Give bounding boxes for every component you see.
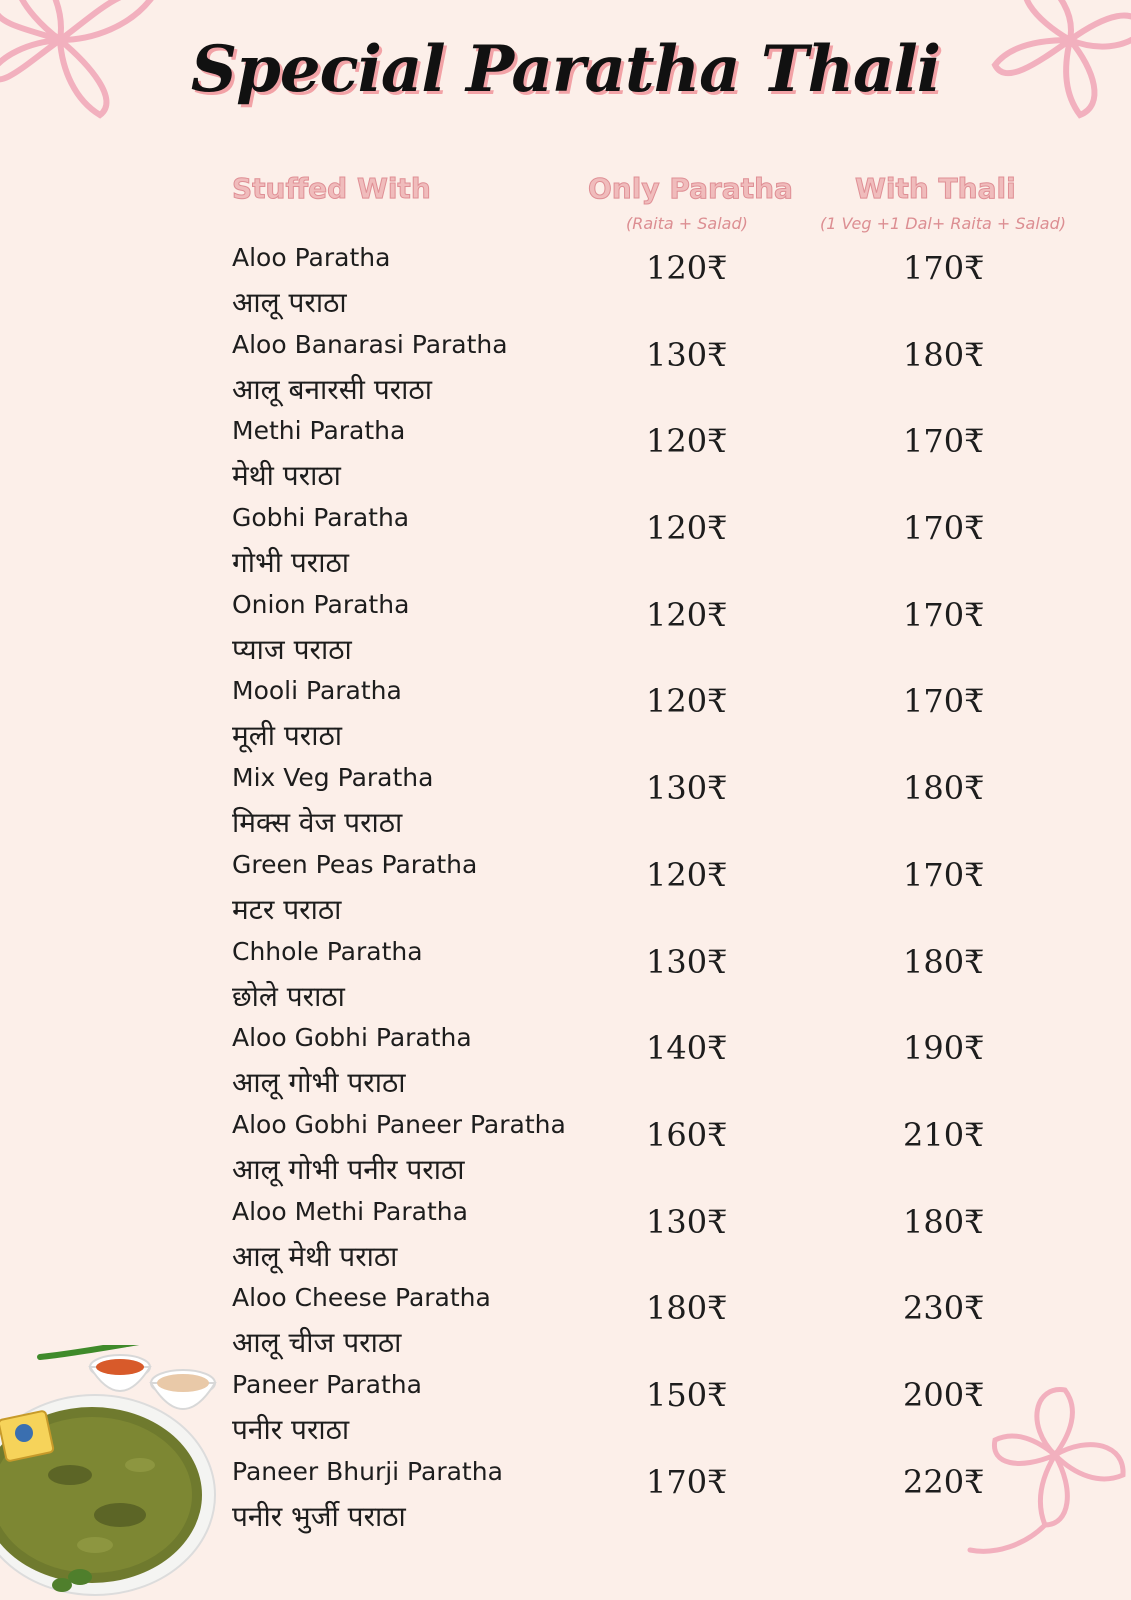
item-name-english: Aloo Cheese Paratha [232, 1283, 491, 1313]
price-with-thali: 220₹ [903, 1462, 985, 1501]
price-only-paratha: 120₹ [646, 855, 728, 894]
price-with-thali: 180₹ [903, 1202, 985, 1241]
item-name-hindi: मूली पराठा [232, 719, 343, 753]
price-with-thali: 190₹ [903, 1029, 985, 1068]
price-with-thali: 210₹ [903, 1115, 985, 1154]
price-with-thali: 170₹ [903, 855, 985, 894]
menu-item [0, 1197, 1131, 1284]
header-with-thali-sub: (1 Veg +1 Dal+ Raita + Salad) [820, 214, 1066, 233]
item-name-english: Mix Veg Paratha [232, 763, 434, 793]
item-name-english: Paneer Bhurji Paratha [232, 1456, 503, 1486]
price-only-paratha: 120₹ [646, 422, 728, 461]
price-only-paratha: 130₹ [646, 769, 728, 808]
item-name-hindi: आलू चीज पराठा [232, 1326, 402, 1360]
price-only-paratha: 180₹ [646, 1289, 728, 1328]
menu-item [0, 416, 1131, 503]
item-name-hindi: मटर पराठा [232, 892, 342, 926]
price-only-paratha: 160₹ [646, 1115, 728, 1154]
item-name-english: Aloo Paratha [232, 243, 391, 272]
price-only-paratha: 150₹ [646, 1375, 728, 1414]
price-only-paratha: 120₹ [646, 595, 728, 634]
item-name-english: Mooli Paratha [232, 676, 402, 706]
price-with-thali: 180₹ [903, 769, 985, 808]
item-name-english: Onion Paratha [232, 589, 410, 619]
menu-item [0, 1110, 1131, 1197]
price-with-thali: 170₹ [903, 249, 985, 287]
item-name-english: Aloo Gobhi Paratha [232, 1023, 472, 1053]
price-with-thali: 170₹ [903, 595, 985, 634]
item-name-hindi: मिक्स वेज पराठा [232, 806, 403, 840]
price-with-thali: 230₹ [903, 1289, 985, 1328]
item-name-hindi: आलू मेथी पराठा [232, 1239, 398, 1273]
item-name-hindi: छोले पराठा [232, 979, 345, 1013]
header-stuffed-with: Stuffed With [232, 172, 431, 205]
price-with-thali: 180₹ [903, 335, 985, 374]
price-only-paratha: 130₹ [646, 942, 728, 981]
header-only-paratha-sub: (Raita + Salad) [626, 214, 748, 233]
item-name-english: Gobhi Paratha [232, 503, 410, 533]
item-name-hindi: गोभी पराठा [232, 546, 349, 580]
menu-item [0, 503, 1131, 590]
header-only-paratha: Only Paratha [588, 172, 793, 205]
item-name-english: Aloo Banarasi Paratha [232, 329, 508, 359]
price-with-thali: 170₹ [903, 509, 985, 548]
item-name-hindi: पनीर भुर्जी पराठा [232, 1499, 406, 1533]
price-only-paratha: 170₹ [646, 1462, 728, 1501]
menu-item [0, 243, 1131, 330]
item-name-hindi: प्याज पराठा [232, 632, 352, 666]
menu-item [0, 676, 1131, 763]
price-only-paratha: 140₹ [646, 1029, 728, 1068]
item-name-hindi: आलू गोभी पनीर पराठा [232, 1152, 465, 1186]
item-name-hindi: मेथी पराठा [232, 459, 341, 493]
menu-item [0, 330, 1131, 417]
item-name-english: Aloo Gobhi Paneer Paratha [232, 1109, 566, 1139]
menu-item [0, 1023, 1131, 1110]
price-only-paratha: 120₹ [646, 509, 728, 548]
price-only-paratha: 130₹ [646, 335, 728, 374]
item-name-english: Green Peas Paratha [232, 849, 478, 879]
price-with-thali: 170₹ [903, 682, 985, 721]
menu-item [0, 763, 1131, 850]
header-with-thali: With Thali [855, 172, 1016, 205]
item-name-hindi: आलू पराठा [232, 286, 347, 319]
item-name-hindi: आलू बनारसी पराठा [232, 372, 432, 406]
item-name-english: Aloo Methi Paratha [232, 1196, 468, 1226]
price-with-thali: 180₹ [903, 942, 985, 981]
item-name-hindi: पनीर पराठा [232, 1412, 350, 1446]
price-with-thali: 200₹ [903, 1375, 985, 1414]
item-name-hindi: आलू गोभी पराठा [232, 1066, 406, 1100]
menu-item [0, 590, 1131, 677]
price-only-paratha: 120₹ [646, 249, 728, 287]
item-name-english: Methi Paratha [232, 416, 406, 446]
price-only-paratha: 130₹ [646, 1202, 728, 1241]
menu-item [0, 937, 1131, 1024]
item-name-english: Chhole Paratha [232, 936, 423, 966]
price-only-paratha: 120₹ [646, 682, 728, 721]
item-name-english: Paneer Paratha [232, 1369, 422, 1399]
menu-item [0, 850, 1131, 937]
page-title: Special Paratha Thali [190, 32, 941, 107]
paratha-thali-photo [0, 1345, 230, 1600]
price-with-thali: 170₹ [903, 422, 985, 461]
